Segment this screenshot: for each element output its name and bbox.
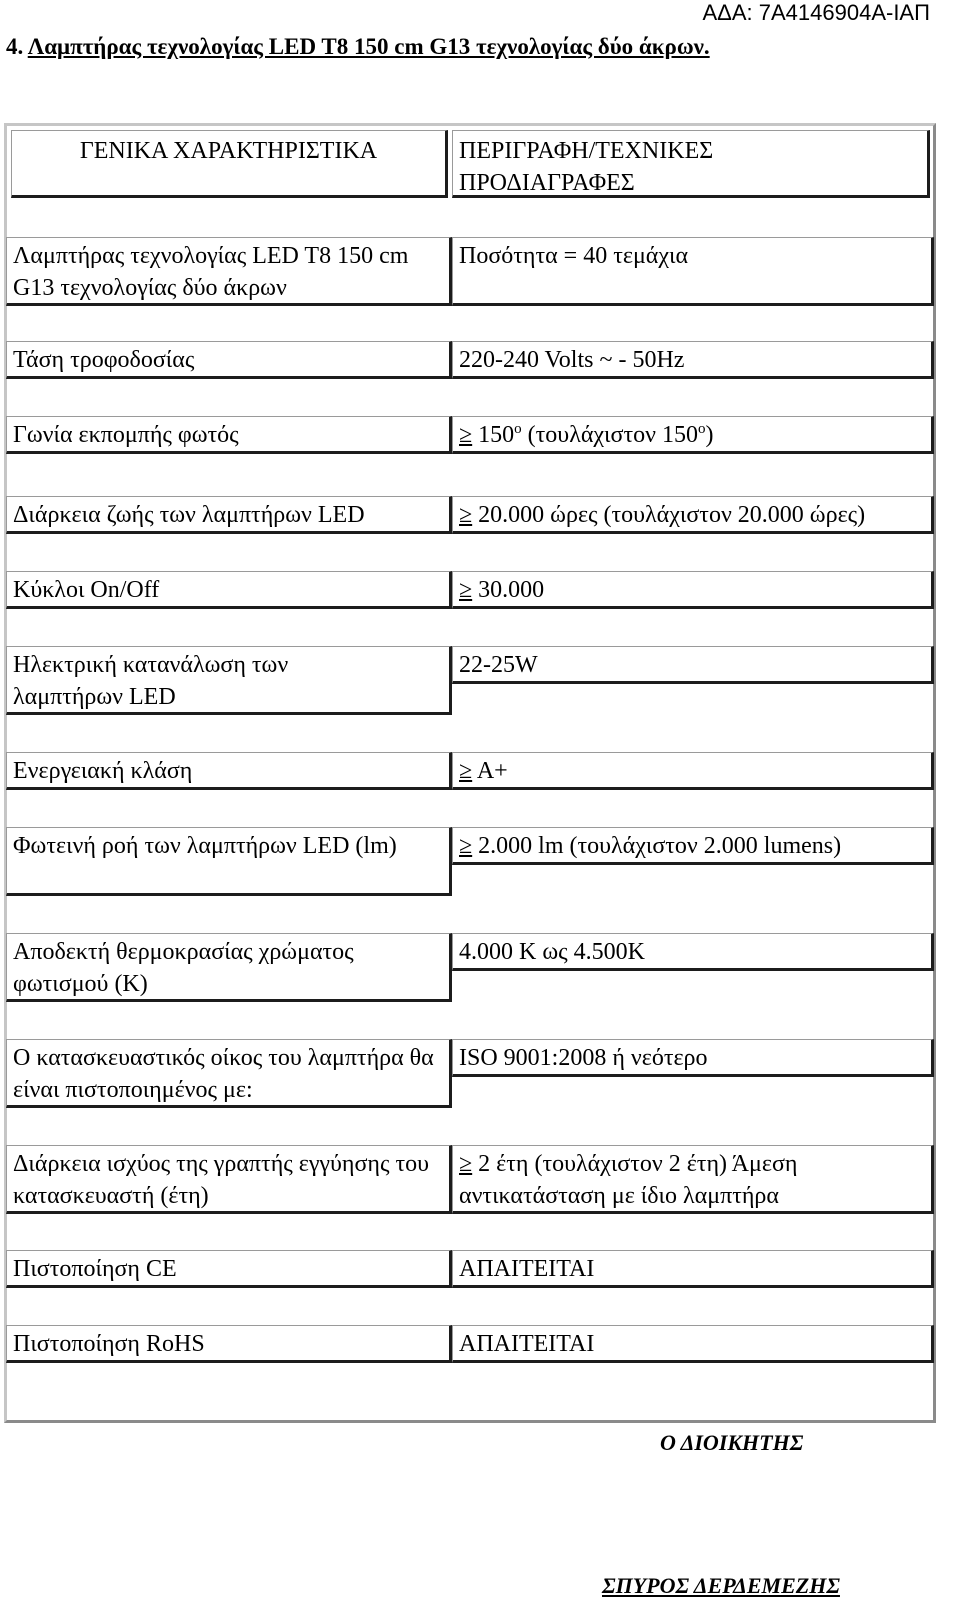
table-row-value	[452, 571, 934, 609]
section-heading	[6, 34, 710, 60]
value-part: 2 έτη (τουλάχιστον 2 έτη) Άμεση αντικατάσταση με ίδιο λαμπτήρα	[459, 1151, 798, 1209]
ge-symbol: ≥	[459, 577, 473, 603]
value-part: 20.000 ώρες (τουλάχιστον 20.000 ώρες)	[472, 502, 866, 528]
table-row-label: Λαμπτήρας τεχνολογίας LED T8 150 cm G13 τεχνολογίας δύο άκρων	[6, 237, 452, 306]
table-row-value	[452, 416, 934, 454]
table-row-value	[452, 496, 934, 534]
table-row-label: Ηλεκτρική κατανάλωση των λαμπτήρων LED	[6, 646, 452, 715]
table-row-value: 4.000 K ως 4.500K	[452, 933, 934, 971]
ge-symbol: ≥	[459, 502, 473, 528]
table-row-value: ISO 9001:2008 ή νεότερο	[452, 1039, 934, 1077]
col2-header: ΠΕΡΙΓΡΑΦΗ/ΤΕΧΝΙΚΕΣ ΠΡΟΔΙΑΓΡΑΦΕΣ	[452, 130, 930, 198]
table-row-label: Ενεργειακή κλάση	[6, 752, 452, 790]
ge-symbol: ≥	[459, 758, 473, 784]
ge-symbol: ≥	[459, 833, 473, 859]
table-row-value	[452, 1145, 934, 1214]
ge-symbol: ≥	[459, 422, 473, 448]
degree-mark: ο	[514, 421, 522, 437]
table-row-value: ΑΠΑΙΤΕΙΤΑΙ	[452, 1325, 934, 1363]
ada-code: ΑΔΑ: 7Α4146904Α-ΙΑΠ	[702, 0, 930, 25]
table-row-label: Διάρκεια ισχύος της γραπτής εγγύησης του κατασκευαστή (έτη)	[6, 1145, 452, 1214]
table-row-value: 220-240 Volts ~ - 50Hz	[452, 341, 934, 379]
section-number: 4.	[6, 34, 24, 59]
section-title: Λαμπτήρας τεχνολογίας LED T8 150 cm G13 τεχνολογίας δύο άκρων.	[27, 34, 710, 59]
ge-symbol: ≥	[459, 1151, 473, 1177]
value-part: (τουλάχιστον 150	[521, 422, 698, 448]
table-row-value: ΑΠΑΙΤΕΙΤΑΙ	[452, 1250, 934, 1288]
table-row-label: Πιστοποίηση RoHS	[6, 1325, 452, 1363]
table-row-label: Γωνία εκπομπής φωτός	[6, 416, 452, 454]
value-part: 150	[472, 422, 515, 448]
signatory-name: ΣΠΥΡΟΣ ΔΕΡΔΕΜΕΖΗΣ	[602, 1573, 840, 1598]
table-row-value: Ποσότητα = 40 τεμάχια	[452, 237, 934, 306]
value-part: )	[705, 422, 714, 448]
table-row-label: Διάρκεια ζωής των λαμπτήρων LED	[6, 496, 452, 534]
value-part: 30.000	[472, 577, 545, 603]
table-row-value	[452, 827, 934, 865]
col1-header: ΓΕΝΙΚΑ ΧΑΡΑΚΤΗΡΙΣΤΙΚΑ	[11, 130, 448, 198]
degree-mark: ο	[697, 421, 706, 437]
table-row-label: Αποδεκτή θερμοκρασίας χρώματος φωτισμού (K)	[6, 933, 452, 1002]
value-part: A+	[472, 758, 508, 784]
table-row-label: Φωτεινή ροή των λαμπτήρων LED (lm)	[6, 827, 452, 896]
table-row-label: Ο κατασκευαστικός οίκος του λαμπτήρα θα είναι πιστοποιημένος με:	[6, 1039, 452, 1108]
table-row-label: Κύκλοι On/Off	[6, 571, 452, 609]
table-row-label: Τάση τροφοδοσίας	[6, 341, 452, 379]
table-row-label: Πιστοποίηση CE	[6, 1250, 452, 1288]
table-row-value	[452, 752, 934, 790]
value-part: 2.000 lm (τουλάχιστον 2.000 lumens)	[472, 833, 842, 859]
table-row-value: 22-25W	[452, 646, 934, 684]
signatory-title: Ο ΔΙΟΙΚΗΤΗΣ	[660, 1430, 804, 1455]
